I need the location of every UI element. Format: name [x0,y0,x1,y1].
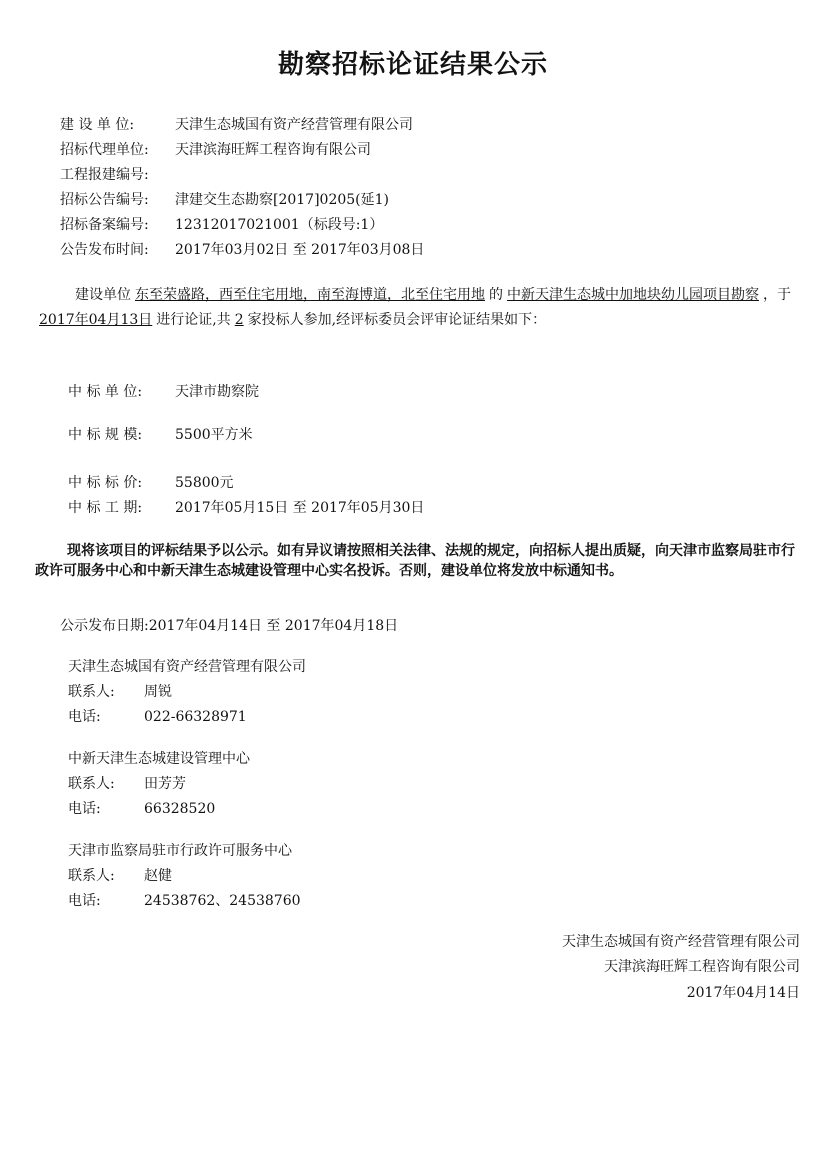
intro-count: 2 [234,312,244,328]
signature-date: 2017年04月14日 [686,985,800,1001]
intro-date: 2017年04月13日 [39,312,153,328]
info-value: 天津生态城国有资产经营管理有限公司 [175,117,413,133]
winner-value: 5500平方米 [175,427,253,443]
contact-person-name: 赵健 [144,868,172,884]
signature-org-1: 天津生态城国有资产经营管理有限公司 [562,934,800,950]
contact-person-name: 田芳芳 [144,776,186,792]
winner-price [68,476,234,490]
info-value: 2017年03月02日 至 2017年03月08日 [175,242,425,258]
contact-org: 中新天津生态城建设管理中心 [68,751,250,767]
winner-label: 中 标 规 模: [68,427,143,443]
info-announcement-no [60,193,389,207]
info-label: 建 设 单 位: [60,117,135,133]
info-label: 招标备案编号: [60,217,149,233]
contact-person-label: 联系人: [68,776,115,792]
contact-person [68,777,186,791]
info-value: 天津滨海旺辉工程咨询有限公司 [175,142,371,158]
intro-location: 东至荣盛路，西至住宅用地，南至海博道，北至住宅用地 [135,287,485,303]
winner-scale [68,428,253,442]
info-publish-time [60,243,424,257]
contact-phone-label: 电话: [68,709,101,725]
contact-phone-label: 电话: [68,893,101,909]
contact-person [68,869,172,883]
signature-org-2: 天津滨海旺辉工程咨询有限公司 [604,959,800,975]
info-label: 招标代理单位: [60,142,149,158]
contact-phone-label: 电话: [68,801,101,817]
contact-phone-number: 24538762、24538760 [144,893,301,909]
intro-prefix: 建设单位 [75,287,131,303]
contact-org: 天津市监察局驻市行政许可服务中心 [68,843,292,859]
winner-value: 55800元 [175,475,234,491]
contact-phone [68,710,247,724]
info-builder [60,118,413,132]
contact-person-name: 周锐 [144,684,172,700]
winner-unit [68,385,259,399]
contact-org: 天津生态城国有资产经营管理有限公司 [68,659,306,675]
intro-paragraph [35,283,805,333]
page-title: 勘察招标论证结果公示 [277,50,548,80]
intro-suffix: 家投标人参加,经评标委员会评审论证结果如下： [247,312,547,328]
contact-person-label: 联系人: [68,684,115,700]
info-registration-no [60,168,175,182]
info-label: 招标公告编号: [60,192,149,208]
winner-label: 中 标 单 位: [68,384,143,400]
info-filing-no [60,218,383,232]
info-label: 公告发布时间: [60,242,149,258]
publicity-period: 公示发布日期:2017年04月14日 至 2017年04月18日 [60,618,399,634]
contact-person-label: 联系人: [68,868,115,884]
info-label: 工程报建编号: [60,167,149,183]
winner-label: 中 标 标 价: [68,475,143,491]
intro-mid: 进行论证,共 [156,312,231,328]
contact-phone [68,894,301,908]
winner-value: 天津市勘察院 [175,384,259,400]
contact-phone-number: 66328520 [144,801,216,817]
contact-person [68,685,172,699]
winner-label: 中 标 工 期: [68,500,143,516]
intro-at: ，于 [763,287,791,303]
info-value: 津建交生态勘察[2017]0205(延1) [175,192,390,208]
intro-project: 中新天津生态城中加地块幼儿园项目勘察 [507,287,759,303]
info-agent [60,143,371,157]
winner-period [68,501,424,515]
info-value: 12312017021001（标段号:1） [175,217,384,233]
intro-of: 的 [489,287,503,303]
contact-phone [68,802,215,816]
winner-value: 2017年05月15日 至 2017年05月30日 [175,500,425,516]
contact-phone-number: 022-66328971 [144,709,247,725]
notice-paragraph: 现将该项目的评标结果予以公示。如有异议请按照相关法律、法规的规定，向招标人提出质疑，向天津市监察局驻市行政许可服务中心和中新天津生态城建设管理中心实名投诉。否则，建设单位将发放中标通知书。 [35,543,795,579]
